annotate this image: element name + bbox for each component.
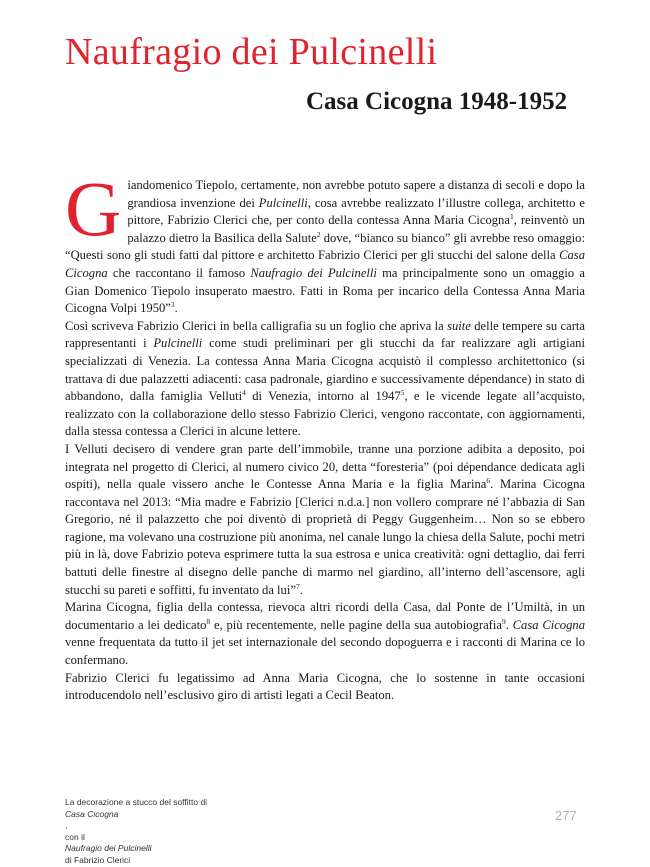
text-run: venne frequentata da tutto il jet set internazionale del secondo dopoguerra e i racconti di Marina ce lo confermano.	[65, 635, 585, 668]
text-run: , cosa avrebbe realizzato l’illustre collega, architetto e pittore, Fabrizio Clerici che, per conto della contessa Anna Maria Cicogna	[127, 195, 585, 228]
footnote-ref: 4	[242, 387, 246, 397]
footnote-ref: 5	[400, 387, 405, 397]
text-run: come studi preliminari per gli stucchi da far realizzare agli artigiani specializzati di Venezia. La contessa Anna Maria Cicogna acquistò il complesso architettonico (si trattava di due palazzetti adiacenti: casa padronale, giardino e successivamente dépendance) in stato di abbandono, dalla famiglia Velluti	[65, 336, 585, 404]
caption-line	[65, 832, 207, 867]
page-subtitle: Casa Cicogna 1948-1952	[306, 88, 568, 115]
page-number: 277	[555, 808, 577, 823]
italic-text: Casa Cicogna	[65, 248, 585, 280]
italic-text: Pulcinelli	[258, 195, 308, 210]
text-run: Così scriveva Fabrizio Clerici in bella calligrafia su un foglio che apriva la	[65, 318, 448, 333]
text-run: che raccontano il famoso	[107, 265, 251, 280]
text-run: e, più recentemente, nelle pagine della sua autobiografia	[210, 617, 502, 632]
text-run: di Venezia, intorno al 1947	[245, 389, 401, 404]
text-run: con il	[65, 831, 85, 842]
text-run: delle tempere su carta rappresentanti i	[65, 318, 585, 351]
text-run: I Velluti decisero di vendere gran parte dell’immobile, tranne una porzione adibita a deposito, poi integrata nel progetto di Clerici, al numero civico 20, detta “foresteria” (poi dépendance dedicata agli ospiti), nella quale vissero anche le Contesse Anna Maria e la figlia Marina	[65, 441, 585, 492]
text-run: dove, “bianco su bianco” gli avrebbe reso omaggio: “Questi sono gli studi fatti dal pittore e architetto Fabrizio Clerici per gli stucchi del salone della	[65, 230, 585, 263]
text-run: , e le vicende legate all’acquisto, realizzato con la collaborazione dello stesso Fabrizio Clerici, vengono raccontate, con aggiornamenti, dalla stessa contessa a Clerici in alcune lettere.	[65, 389, 585, 439]
text-run: . Marina Cicogna raccontava nel 2013: “Mia madre e Fabrizio [Clerici n.d.a.] non vollero comprare né l’abbazia di San Gregorio, né il palazzetto che poi diventò di proprietà di Peggy Guggenheim… Non so se ebbero ragione, ma volevano una costruzione più anonima, nel canale lungo la chiesa della Salute, pochi metri più in là, dove Fabrizio poteva esprimere tutta la sua estrosa e unica creatività: ogni dettaglio, dai ferri battuti delle finestre al disegno delle panche di marmo nel giardino, all’interno dell’ascensore, agli stucchi su pareti e soffitti, fu inventato da lui”	[65, 477, 585, 597]
italic-text: Naufragio dei Pulcinelli	[65, 843, 152, 853]
italic-text: suite	[447, 318, 471, 333]
footnote-ref: 9	[501, 616, 506, 626]
text-run: di Fabrizio Clerici	[65, 854, 131, 865]
footnote-ref: 3	[170, 299, 175, 309]
text-run: .	[174, 301, 178, 316]
paragraph	[65, 670, 585, 705]
text-run: iandomenico Tiepolo, certamente, non avrebbe potuto sapere a distanza di secoli e dopo la grandiosa invenzione dei	[127, 178, 585, 210]
image-caption	[65, 797, 207, 866]
paragraph	[65, 318, 585, 441]
text-run: Fabrizio Clerici fu legatissimo ad Anna Maria Cicogna, che lo sostenne in tante occasioni introducendolo nell’esclusivo giro di artisti legati a Cecil Beaton.	[65, 670, 585, 703]
text-run: ,	[65, 820, 68, 830]
text-run: Marina Cicogna, figlia della contessa, rievoca altri ricordi della Casa, dal Ponte de l’Umiltà, in un documentario a lei dedicato	[65, 600, 585, 632]
footnote-ref: 8	[206, 616, 211, 626]
paragraph	[65, 599, 585, 669]
text-run: , reinventò un palazzo dietro la Basilica della Salute	[127, 213, 585, 245]
footnote-ref: 7	[295, 581, 300, 591]
caption-line	[65, 797, 207, 832]
text-run: La decorazione a stucco del soffitto di	[65, 797, 208, 807]
text-run: .	[299, 582, 303, 597]
body-text	[65, 165, 586, 705]
page-title: Naufragio dei Pulcinelli	[65, 31, 438, 73]
paragraph	[65, 441, 585, 599]
italic-text: Naufragio dei Pulcinelli	[250, 265, 377, 280]
footnote-ref: 1	[509, 212, 514, 221]
italic-text: Casa Cicogna	[512, 617, 585, 632]
italic-text: Pulcinelli	[153, 336, 203, 351]
text-run: ma principalmente sono un omaggio a Gian Domenico Tiepolo insuperato maestro. Fatti in Roma per incarico della Contessa Anna Maria Cicogna Volpi 1950”	[65, 265, 586, 316]
text-run: .	[505, 617, 513, 632]
footnote-ref: 6	[486, 475, 491, 485]
footnote-ref: 2	[316, 229, 321, 239]
drop-cap: G	[65, 165, 122, 252]
paragraph	[65, 165, 586, 318]
italic-text: Casa Cicogna	[65, 808, 119, 819]
